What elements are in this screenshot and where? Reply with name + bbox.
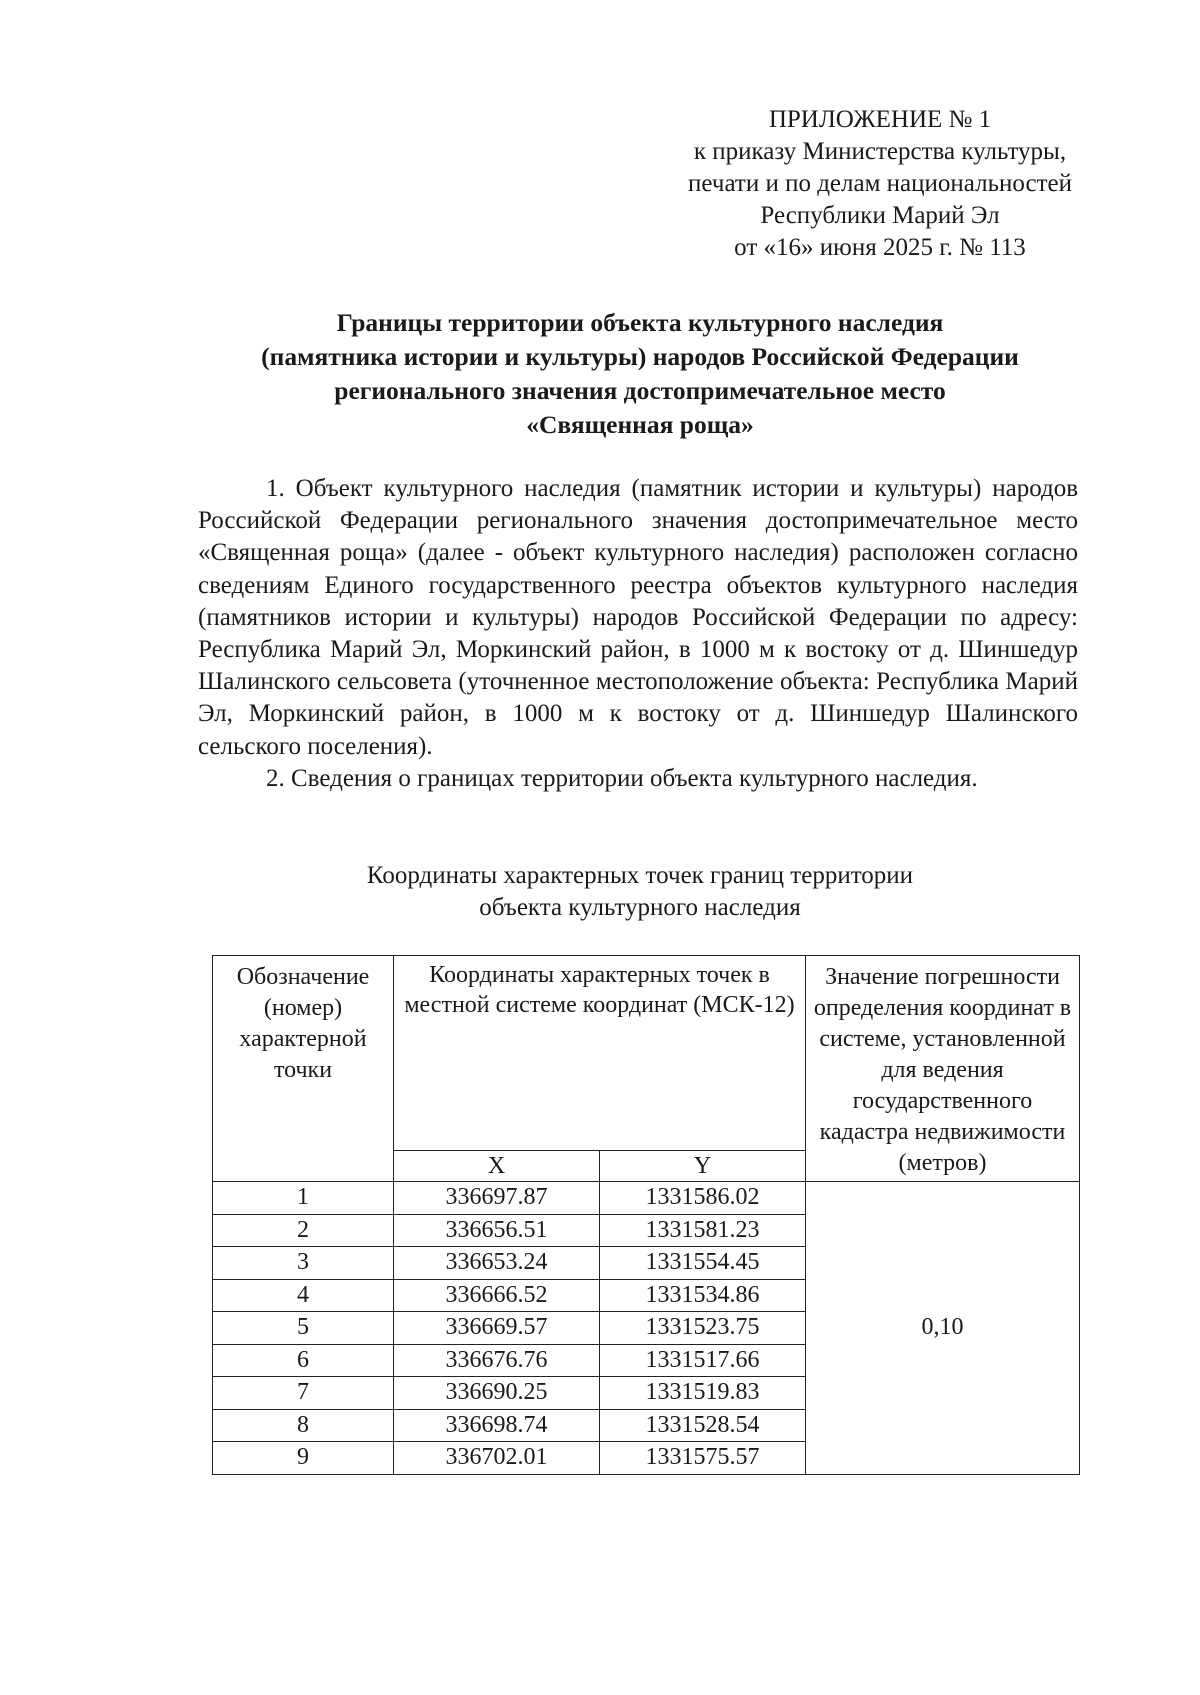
- header-coordinates: Координаты характерных точек в местной системе координат (МСК-12): [394, 956, 806, 1151]
- cell-error-value: 0,10: [806, 1182, 1080, 1475]
- cell-x: 336656.51: [394, 1214, 600, 1247]
- cell-y: 1331575.57: [600, 1442, 806, 1475]
- header-error: Значение погрешности определения координат в системе, установленной для ведения государственного кадастра недвижимости (метров): [806, 956, 1080, 1182]
- appendix-header: [650, 104, 1110, 264]
- header-point-number: Обозначение (номер) характерной точки: [213, 956, 394, 1182]
- title-line-1: Границы территории объекта культурного наследия: [336, 308, 944, 337]
- order-date-number: от «16» июня 2025 г. № 113: [734, 234, 1026, 261]
- cell-num: 6: [213, 1344, 394, 1377]
- cell-num: 2: [213, 1214, 394, 1247]
- body-text: [198, 473, 1078, 795]
- cell-x: 336669.57: [394, 1312, 600, 1345]
- caption-line-1: Координаты характерных точек границ территории: [366, 862, 914, 889]
- cell-x: 336697.87: [394, 1182, 600, 1215]
- title-line-2: (памятника истории и культуры) народов Российской Федерации: [261, 342, 1019, 371]
- title-line-3: регионального значения достопримечательное место: [334, 376, 946, 405]
- header-x: X: [394, 1151, 600, 1182]
- cell-y: 1331528.54: [600, 1409, 806, 1442]
- cell-y: 1331534.86: [600, 1279, 806, 1312]
- cell-num: 3: [213, 1247, 394, 1280]
- table-caption: [140, 860, 1140, 924]
- cell-num: 1: [213, 1182, 394, 1215]
- cell-y: 1331586.02: [600, 1182, 806, 1215]
- cell-y: 1331517.66: [600, 1344, 806, 1377]
- order-ref-line-1: к приказу Министерства культуры,: [693, 138, 1067, 165]
- order-ref-line-2: печати и по делам национальностей: [688, 170, 1072, 197]
- cell-x: 336698.74: [394, 1409, 600, 1442]
- cell-x: 336676.76: [394, 1344, 600, 1377]
- title-line-4: «Священная роща»: [526, 410, 754, 439]
- cell-num: 5: [213, 1312, 394, 1345]
- cell-y: 1331554.45: [600, 1247, 806, 1280]
- cell-num: 9: [213, 1442, 394, 1475]
- caption-line-2: объекта культурного наследия: [479, 894, 801, 921]
- cell-num: 8: [213, 1409, 394, 1442]
- cell-x: 336653.24: [394, 1247, 600, 1280]
- cell-num: 7: [213, 1377, 394, 1410]
- header-y: Y: [600, 1151, 806, 1182]
- cell-x: 336702.01: [394, 1442, 600, 1475]
- appendix-label: ПРИЛОЖЕНИЕ № 1: [768, 106, 992, 133]
- cell-num: 4: [213, 1279, 394, 1312]
- document-title: [140, 306, 1140, 442]
- cell-y: 1331519.83: [600, 1377, 806, 1410]
- cell-y: 1331523.75: [600, 1312, 806, 1345]
- coordinates-table: [212, 955, 1080, 1475]
- order-ref-line-3: Республики Марий Эл: [760, 202, 1000, 229]
- cell-x: 336666.52: [394, 1279, 600, 1312]
- cell-y: 1331581.23: [600, 1214, 806, 1247]
- paragraph-2: 2. Сведения о границах территории объекта культурного наследия.: [266, 764, 978, 792]
- cell-x: 336690.25: [394, 1377, 600, 1410]
- table-row: [213, 1182, 1080, 1215]
- paragraph-1: 1. Объект культурного наследия (памятник истории и культуры) народов Российской Федерации регионального значения достопримечательное место «Священная роща» (далее - объект культурного наследия) расположен согласно сведениям Единого государственного реестра объектов культурного наследия (памятников истории и культуры) народов Российской Федерации по адресу: Республика Марий Эл, Моркинский район, в 1000 м к востоку от д. Шиншедур Шалинского сельсовета (уточненное местоположение объекта: Республика Марий Эл, Моркинский район, в 1000 м к востоку от д. Шиншедур Шалинского сельского поселения).: [198, 475, 1078, 760]
